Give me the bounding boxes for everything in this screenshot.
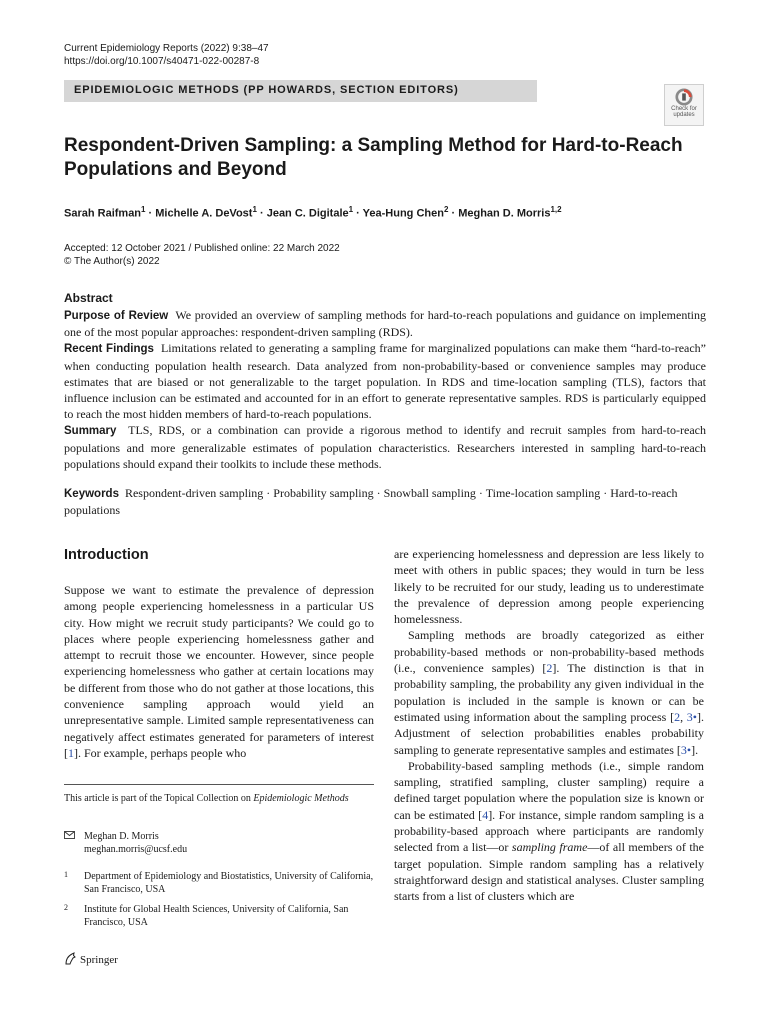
- citation-link[interactable]: 3•: [686, 709, 697, 724]
- topical-collection-note: [64, 792, 374, 805]
- springer-horse-icon: [64, 952, 77, 965]
- abstract-heading: Abstract: [64, 291, 113, 305]
- envelope-icon: [64, 831, 75, 839]
- citation-link[interactable]: 1: [68, 745, 74, 760]
- author-affiliation-mark: 1: [348, 205, 354, 214]
- article-title: Respondent-Driven Sampling: a Sampling Method for Hard-to-Reach Populations and Beyond: [64, 135, 683, 180]
- intro-text: ].: [691, 742, 699, 757]
- keywords-section: [64, 485, 706, 518]
- author-name[interactable]: Jean C. Digitale: [266, 207, 349, 220]
- intro-text: —of all members of the target population. Simple random sampling has a relatively straightforward design and statistical analyses. Cluster sampling starts from a list of clusters which are: [394, 840, 705, 904]
- author-name[interactable]: Yea-Hung Chen: [362, 207, 444, 220]
- citation-link[interactable]: 4: [482, 807, 489, 822]
- intro-text: Suppose we want to estimate the prevalence of depression among people experiencing homelessness in a particular US city. How might we recruit study participants? We could go to places where people experiencing homelessness gather and attempt to recruit those we encounter. However, since people experiencing homelessness who gather at certain locations may be different from those who do not gather at those locations, this convenience sampling approach would yield an unrepresentative sample. Limited sample representativeness can negatively affect estimates generated for parameters of interest [: [64, 583, 374, 760]
- purpose-text: We provided an overview of sampling methods for hard-to-reach populations and guidance on implementing one of the most popular approaches: respondent-driven sampling (RDS).: [64, 308, 706, 340]
- publisher-name: Springer: [80, 954, 118, 966]
- citation-link[interactable]: 2: [674, 709, 681, 724]
- keywords-label: Keywords: [64, 488, 119, 500]
- intro-text: ,: [680, 709, 687, 724]
- affiliation-2: [64, 903, 374, 929]
- findings-text: Limitations related to generating a sampling frame for marginalized populations can make them “hard-to-reach” when conducting population health research. Data analyzed from non-probability-based or convenience samples may produce estimates that are biased or not generalizable to the target population. In RDS and time-location sampling (TLS), factors that influence inclusion can be estimated and accounted for in an effort to generate representative samples. RDS is particularly equipped to reach the most hidden members of hard-to-reach populations.: [64, 341, 706, 422]
- check-for-updates-badge[interactable]: [664, 84, 704, 126]
- affiliation-text: Department of Epidemiology and Biostatistics, University of California, San Francisco, USA: [84, 871, 374, 895]
- copyright-line: © The Author(s) 2022: [64, 256, 160, 267]
- affiliation-number: 2: [64, 903, 68, 912]
- publisher-footer: [64, 952, 118, 967]
- corresponding-author: [64, 830, 374, 856]
- intro-text: ]. For example, perhaps people who: [74, 745, 247, 760]
- intro-text: ]. Adjustment of selection probabilities enables probability sampling to generate representative samples and estimates [: [394, 709, 704, 757]
- citation-link[interactable]: 2: [546, 661, 553, 676]
- publication-dates: Accepted: 12 October 2021 / Published online: 22 March 2022: [64, 243, 340, 254]
- intro-paragraph-3: [394, 758, 704, 905]
- affiliation-number: 1: [64, 870, 68, 879]
- findings-label: Recent Findings: [64, 343, 154, 356]
- abstract-purpose: [64, 307, 706, 340]
- purpose-label: Purpose of Review: [64, 310, 169, 322]
- intro-text: ]. For instance, simple random sampling is a probability-based approach where participants are randomly selected from a list—or: [394, 807, 704, 855]
- intro-paragraph-2: [394, 627, 704, 757]
- summary-text: TLS, RDS, or a combination can provide a rigorous method to identify and recruit samples from hard-to-reach populations and more generalizable estimates of population characteristics. Researchers interested in sampling hard-to-reach populations should expand their toolkits to include these methods.: [64, 423, 706, 471]
- intro-paragraph-continued: are experiencing homelessness and depression are less likely to meet with others in public spaces; they would in turn be less likely to be recruited for our study, leading us to underestimate the prevalence of depression among people experiencing homelessness.: [394, 547, 704, 627]
- author-affiliation-mark: 1: [252, 205, 257, 214]
- intro-text: Probability-based sampling methods (i.e., simple random sampling, stratified sampling, cluster sampling) require a defined target population where the population size is known or can be estimated [: [394, 758, 704, 822]
- author-separator: ·: [448, 207, 459, 220]
- affiliation-text: Institute for Global Health Sciences, University of California, San Francisco, USA: [84, 904, 349, 928]
- abstract-body: [64, 307, 706, 472]
- author-affiliation-mark: 1,2: [550, 205, 562, 214]
- author-separator: ·: [145, 207, 156, 220]
- author-affiliation-mark: 1: [141, 205, 146, 214]
- intro-text: Sampling methods are broadly categorized as either probability-based methods or non-probability-based methods (i.e., convenience samples) [: [394, 628, 704, 676]
- introduction-heading: Introduction: [64, 547, 149, 563]
- topical-text: This article is part of the Topical Collection on: [64, 793, 254, 804]
- abstract-findings: [64, 340, 706, 422]
- author-name[interactable]: Michelle A. DeVost: [155, 207, 253, 220]
- badge-line-2: updates: [673, 112, 695, 118]
- footnote-divider: [64, 784, 374, 785]
- author-separator: ·: [353, 207, 363, 220]
- abstract-summary: [64, 422, 706, 472]
- emphasis-term: sampling frame: [511, 840, 588, 855]
- section-label: EPIDEMIOLOGIC METHODS (PP HOWARDS, SECTION EDITORS): [74, 84, 459, 96]
- author-name[interactable]: Sarah Raifman: [64, 207, 142, 220]
- citation-link[interactable]: 3•: [680, 742, 692, 757]
- contact-name: Meghan D. Morris: [84, 831, 159, 842]
- affiliation-1: [64, 870, 374, 896]
- left-column: [64, 546, 374, 761]
- contact-email[interactable]: meghan.morris@ucsf.edu: [84, 844, 188, 855]
- doi-link[interactable]: https://doi.org/10.1007/s40471-022-00287-8: [64, 56, 260, 67]
- right-column: [394, 546, 704, 905]
- author-affiliation-mark: 2: [443, 205, 449, 214]
- topical-collection-name: Epidemiologic Methods: [253, 793, 349, 804]
- badge-line-1: Check for: [671, 106, 697, 112]
- intro-text: ]. The distinction is that in probability sampling, the probability any given individual in the population is included in the sample is known or can be estimated using information about the sampling process [: [394, 661, 704, 724]
- author-list: [64, 203, 724, 221]
- intro-paragraph-1: [64, 582, 374, 761]
- author-name[interactable]: Meghan D. Morris: [458, 207, 551, 220]
- author-separator: ·: [256, 207, 267, 220]
- keywords-text: Respondent-driven sampling · Probability sampling · Snowball sampling · Time-location sampling · Hard-to-reach populations: [64, 486, 678, 518]
- journal-citation: Current Epidemiology Reports (2022) 9:38–47: [64, 43, 269, 54]
- check-updates-icon: [675, 88, 693, 106]
- summary-label: Summary: [64, 425, 117, 438]
- section-banner: [64, 80, 537, 102]
